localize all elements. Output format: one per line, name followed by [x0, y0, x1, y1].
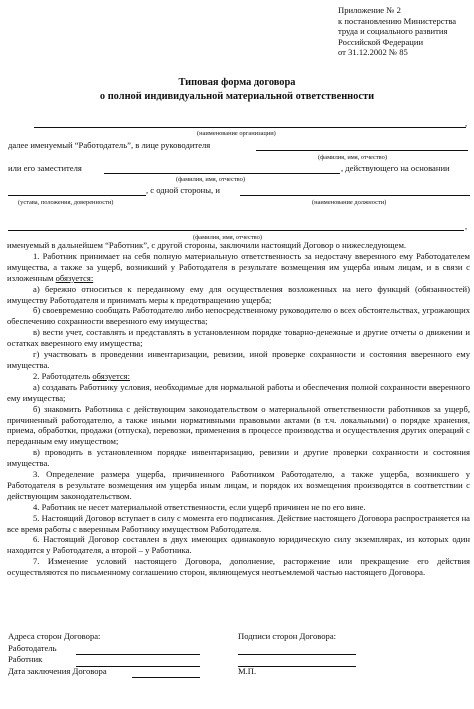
clause-1-text: 1. Работник принимает на себя полную материальную ответственность за недостачу вверенного ему Работодателем имущества, а также за ущерб, возникший у Работодателя в результате возмещения им ущерба иным лицам, и в связи с изложенным [7, 250, 470, 283]
clause-1c: в) вести учет, составлять и представлять в установленном порядке товарно-денежные и другие отчеты о движении и остатках вверенного ему имущества; [7, 327, 470, 349]
employee-name-line [8, 230, 464, 231]
clause-2c: в) проводить в установленном порядке инвентаризацию, ревизии и другие проверки сохранности и состояния имущества. [7, 447, 470, 469]
employee-address-line [76, 666, 200, 667]
employee-name-caption: (фамилия, имя, отчество) [193, 234, 262, 241]
clause-7: 7. Изменение условий настоящего Договора, дополнение, расторжение или прекращение его действия осуществляются по письменному соглашению сторон, являющемуся неотъемлемой частью настоящего Договора. [7, 556, 470, 578]
position-caption: (наименование должности) [312, 199, 387, 206]
clause-1d: г) участвовать в проведении инвентаризации, ревизии, иной проверке сохранности и состояния вверенного ему имущества. [7, 349, 470, 370]
organization-caption: (наименование организации) [197, 130, 276, 137]
employer-text: далее именуемый “Работодатель”, в лице руководителя [8, 140, 211, 150]
document-title: Типовая форма договора [178, 77, 296, 88]
line-end-comma: , [465, 118, 468, 128]
deputy-text: или его заместителя [8, 163, 82, 173]
clause-1 [7, 251, 470, 284]
employee-label: Работник [8, 654, 43, 665]
clause-1a: а) бережно относиться к переданному ему для осуществления возложенных на него функций (обязанностей) имуществу Работодателя и принимать меры к предотвращению ущерба; [7, 283, 470, 305]
addresses-title: Адреса сторон Договора: [8, 631, 101, 641]
one-side-text: , с одной стороны, и [146, 185, 220, 195]
clause-2 [7, 371, 470, 382]
signatures-title: Подписи сторон Договора: [238, 631, 337, 641]
appendix-line: Российской Федерации [338, 36, 424, 47]
intro-paragraph: именуемый в дальнейшем “Работник”, с другой стороны, заключили настоящий Договор о нижеследующем. [7, 240, 407, 250]
organization-field-line [34, 127, 466, 128]
clause-1b: б) своевременно сообщать Работодателю либо непосредственному руководителю о всех обстоятельствах, угрожающих обеспечению сохранности вверенного ему имущества; [7, 305, 470, 327]
charter-line [8, 195, 146, 196]
employee-signature-line [238, 666, 356, 667]
date-line [132, 677, 200, 678]
clause-6: 6. Настоящий Договор составлен в двух имеющих одинаковую юридическую силу экземплярах, из которых один находится у Работодателя, а второй – у Работника. [7, 534, 470, 556]
date-label: Дата заключения Договора [8, 666, 107, 677]
clause-5: 5. Настоящий Договор вступает в силу с момента его подписания. Действие настоящего Договора распространяется на все время работы с вверенным Работнику имуществом Работодателя. [7, 512, 470, 534]
clause-4: 4. Работник не несет материальной ответственности, если ущерб причинен не по его вине. [33, 501, 366, 512]
deputy-name-caption: (фамилия, имя, отчество) [176, 176, 245, 183]
employer-address-line [76, 654, 200, 655]
contract-body [7, 240, 470, 578]
document-subtitle: о полной индивидуальной материальной ответственности [99, 91, 375, 102]
employer-signature-line [238, 654, 356, 655]
head-name-line [256, 150, 468, 151]
clause-2b: б) знакомить Работника с действующим законодательством о материальной ответственности работников за ущерб, причиненный работодателю, а также иными нормативными правовыми актами (в т.ч. локальными) о порядке хранения, приема, обработки, продажи (отпуска), перевозки, применения в процессе производства и осуществления других операций с переданным ему имуществом; [7, 403, 470, 447]
appendix-line: труда и социального развития [338, 26, 448, 37]
clause-2-text: 2. Работодатель [33, 370, 91, 381]
head-name-caption: (фамилия, имя, отчество) [318, 154, 387, 161]
stamp-label: М.П. [238, 666, 257, 677]
obligation-underlined: обязуется: [92, 370, 130, 381]
obligation-underlined: обязуется: [55, 272, 94, 283]
appendix-line: от 31.12.2002 № 85 [338, 47, 408, 58]
position-line [240, 195, 470, 196]
clause-3: 3. Определение размера ущерба, причиненного Работником Работодателю, а также ущерба, возникшего у Работодателя в результате возмещения им ущерба иным лицам, и порядок их возмещения производятся в соответствии с действующим законодательством. [7, 469, 470, 501]
employer-label: Работодатель [8, 642, 57, 653]
charter-caption: (устава, положения, доверенности) [18, 199, 114, 206]
appendix-line: Приложение № 2 [338, 5, 401, 15]
deputy-name-line [104, 173, 340, 174]
clause-2a: а) создавать Работнику условия, необходимые для нормальной работы и обеспечения полной сохранности вверенного ему имущества; [7, 381, 470, 403]
acting-text: , действующего на основании [341, 163, 450, 173]
appendix-note [338, 5, 470, 58]
line-end-comma: , [465, 221, 468, 231]
appendix-line: к постановлению Министерства [338, 15, 457, 26]
